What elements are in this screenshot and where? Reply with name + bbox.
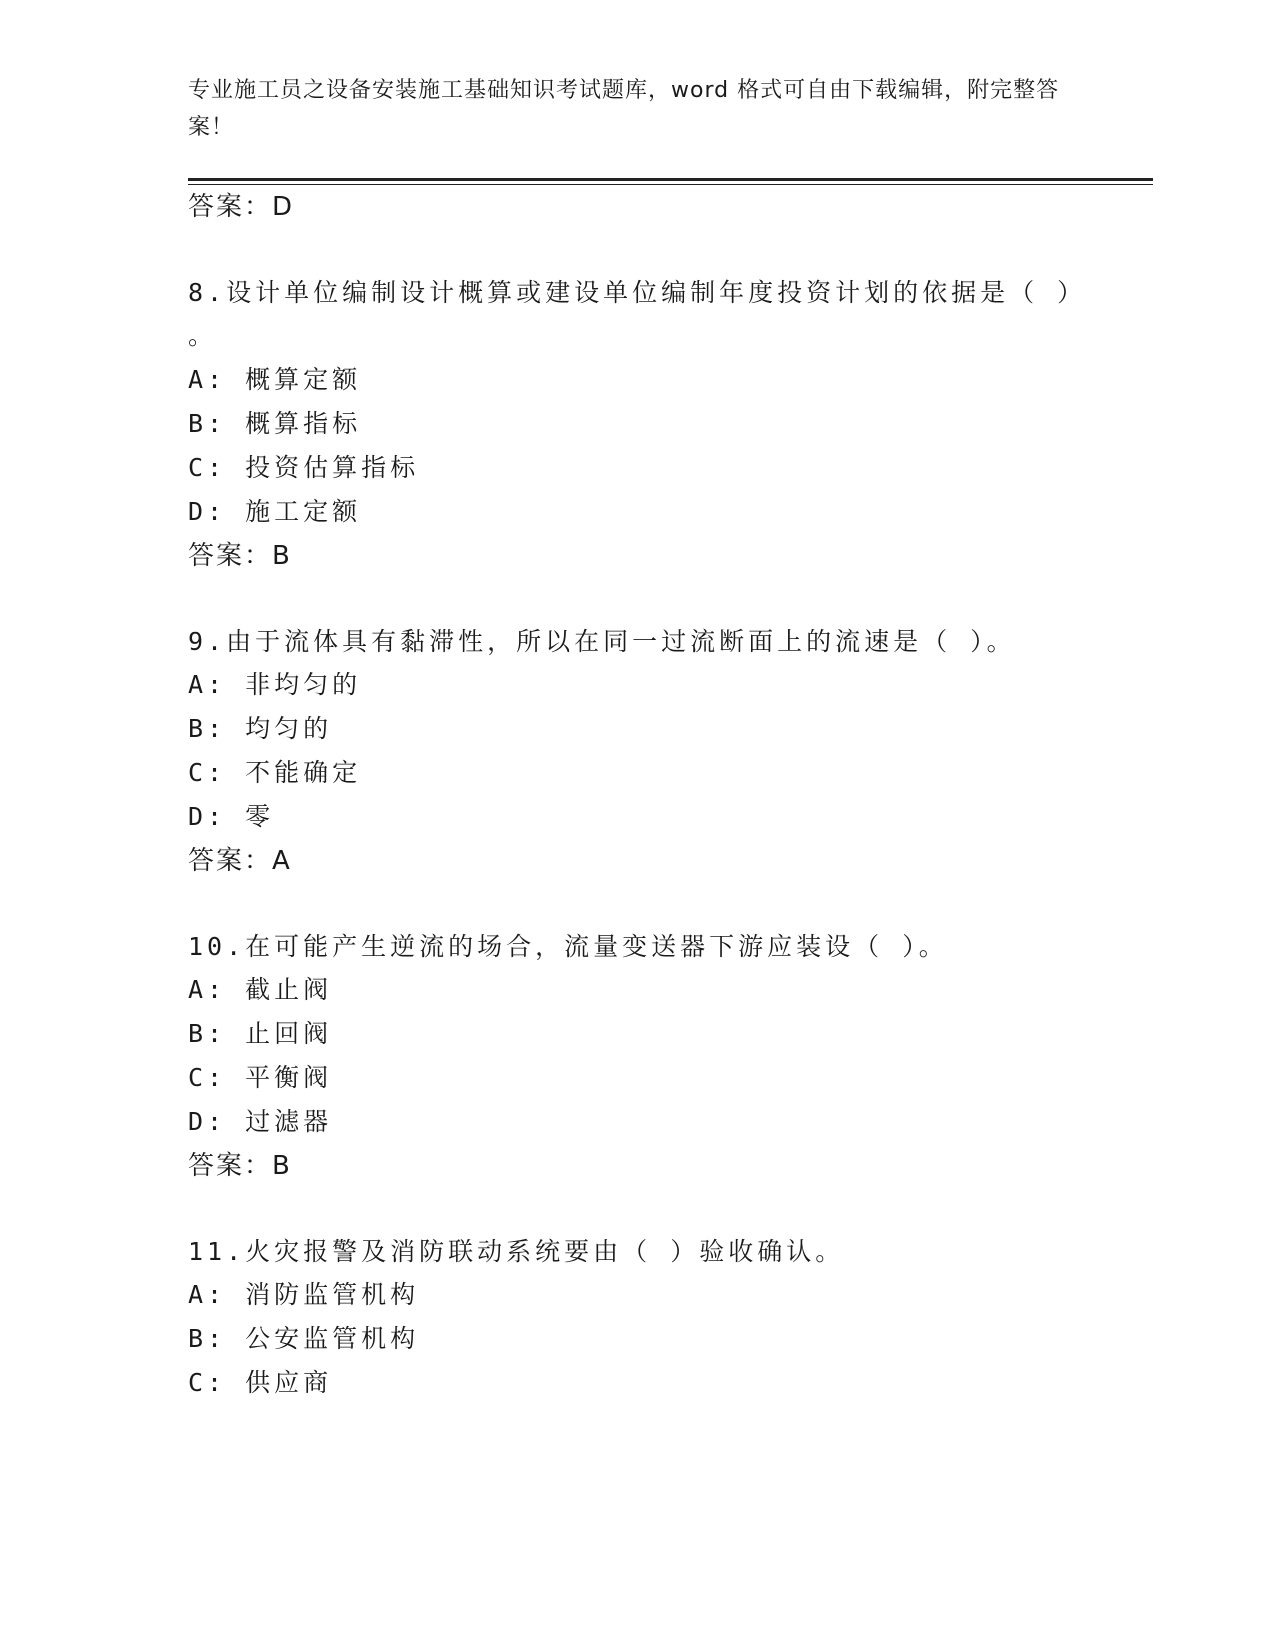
question-10-option-c: C: 平衡阀 — [188, 1063, 333, 1092]
question-9-option-c: C: 不能确定 — [188, 758, 362, 787]
header-divider-thin — [188, 184, 1153, 185]
answer-q9: 答案：A — [188, 846, 292, 876]
answer-q8: 答案：B — [188, 541, 292, 571]
question-11-option-b: B: 公安监管机构 — [188, 1324, 420, 1353]
question-10-stem: 10.在可能产生逆流的场合，流量变送器下游应装设（ ）。 — [188, 932, 948, 961]
question-8-stem-line1: 8.设计单位编制设计概算或建设单位编制年度投资计划的依据是（ ） — [188, 278, 1087, 307]
question-8-option-d: D: 施工定额 — [188, 497, 362, 526]
question-11-option-a: A: 消防监管机构 — [188, 1280, 420, 1309]
question-9-option-b: B: 均匀的 — [188, 714, 333, 743]
question-10-option-a: A: 截止阀 — [188, 975, 333, 1004]
question-9-stem: 9.由于流体具有黏滞性，所以在同一过流断面上的流速是（ ）。 — [188, 627, 1016, 656]
question-8-stem-line2: 。 — [188, 321, 218, 350]
question-9-option-d: D: 零 — [188, 802, 275, 831]
answer-q10: 答案：B — [188, 1151, 292, 1181]
question-8-option-c: C: 投资估算指标 — [188, 453, 420, 482]
question-11-option-c: C: 供应商 — [188, 1368, 333, 1397]
question-9-option-a: A: 非均匀的 — [188, 670, 362, 699]
question-8-option-b: B: 概算指标 — [188, 409, 362, 438]
question-11-stem: 11.火灾报警及消防联动系统要由（ ）验收确认。 — [188, 1237, 845, 1266]
question-10-option-b: B: 止回阀 — [188, 1019, 333, 1048]
question-8-option-a: A: 概算定额 — [188, 365, 362, 394]
answer-q7: 答案：D — [188, 192, 295, 222]
header-divider-thick — [188, 178, 1153, 181]
document-header: 专业施工员之设备安装施工基础知识考试题库，word 格式可自由下载编辑，附完整答案！ — [188, 78, 1060, 140]
question-10-option-d: D: 过滤器 — [188, 1107, 333, 1136]
